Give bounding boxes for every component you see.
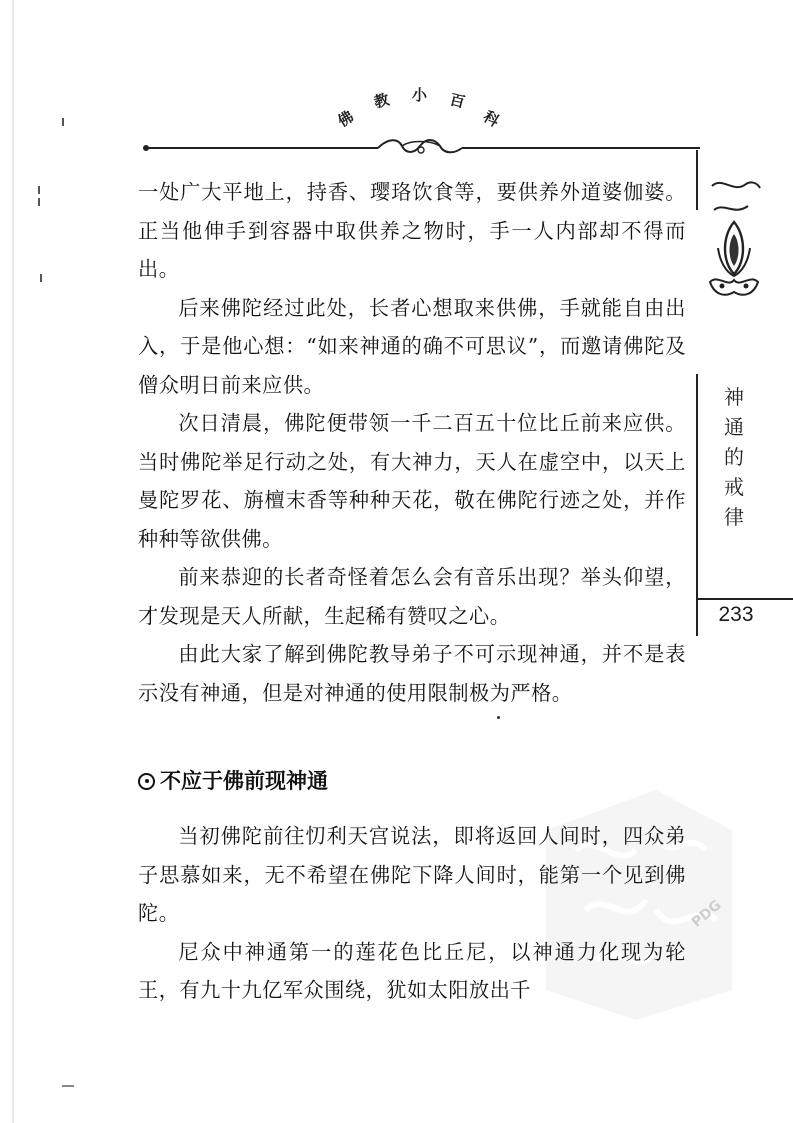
running-header-title (330, 78, 510, 138)
header-char: 佛 (334, 107, 357, 131)
paragraph: 后来佛陀经过此处，长者心想取来供佛，手就能自由出入，于是他心想：“如来神通的确不可思议”，而邀请佛陀及僧众明日前来应供。 (138, 295, 686, 397)
side-rule (696, 374, 698, 636)
scan-mark (40, 274, 42, 282)
scan-mark (38, 186, 40, 194)
header-char: 教 (372, 90, 392, 112)
paragraph: 次日清晨，佛陀便带领一千二百五十位比丘前来应供。当时佛陀举足行动之处，有大神力，天人在虚空中，以天上曼陀罗花、旃檀末香等种种天花，敬在佛陀行迹之处，并作种种等欲供佛。 (138, 411, 686, 551)
paragraph: 当初佛陀前往忉利天宫说法，即将返回人间时，四众弟子思慕如来，无不希望在佛陀下降人间时，能第一个见到佛陀。 (138, 824, 686, 925)
body-text-lower (138, 817, 686, 1010)
page-number: 233 (718, 603, 754, 626)
paragraph: 由此大家了解到佛陀教导弟子不可示现神通，并不是表示没有神通，但是对神通的使用限制极为严格。 (138, 642, 686, 705)
header-char: 百 (447, 90, 467, 112)
bullet-circle-icon (138, 773, 155, 790)
side-title-char: 神 (724, 385, 744, 409)
side-title-char: 戒 (724, 475, 744, 499)
header-char: 小 (412, 86, 428, 104)
paragraph: 前来恭迎的长者奇怪着怎么会有音乐出现？举头仰望，才发现是天人所献，生起稀有赞叹之心。 (138, 565, 686, 628)
stray-mark (497, 716, 500, 719)
header-ornament-rule (140, 138, 702, 158)
paragraph: 尼众中神通第一的莲花色比丘尼，以神通力化现为轮王，有九十九亿军众围绕，犹如太阳放出千 (138, 939, 686, 1002)
watermark-label: PDG (688, 897, 725, 931)
side-rule-top (696, 150, 698, 210)
paragraph: 一处广大平地上，持香、璎珞饮食等，要供养外道婆伽婆。正当他伸手到容器中取供养之物时，手一人内部却不得而出。 (138, 180, 686, 281)
body-text-upper (138, 173, 686, 712)
side-title-char: 通 (724, 415, 744, 439)
section-heading-text: 不应于佛前现神通 (160, 769, 328, 793)
lotus-ornament-icon (704, 170, 764, 310)
header-char: 科 (480, 107, 503, 131)
side-title-char: 律 (724, 505, 744, 529)
side-title-char: 的 (724, 445, 744, 469)
scan-mark (38, 198, 40, 206)
section-heading (138, 764, 328, 798)
page-number-rule (696, 598, 793, 600)
scan-mark (62, 118, 64, 126)
chapter-side-title (712, 382, 756, 532)
scan-mark (62, 1085, 74, 1087)
binding-edge (12, 0, 14, 1123)
